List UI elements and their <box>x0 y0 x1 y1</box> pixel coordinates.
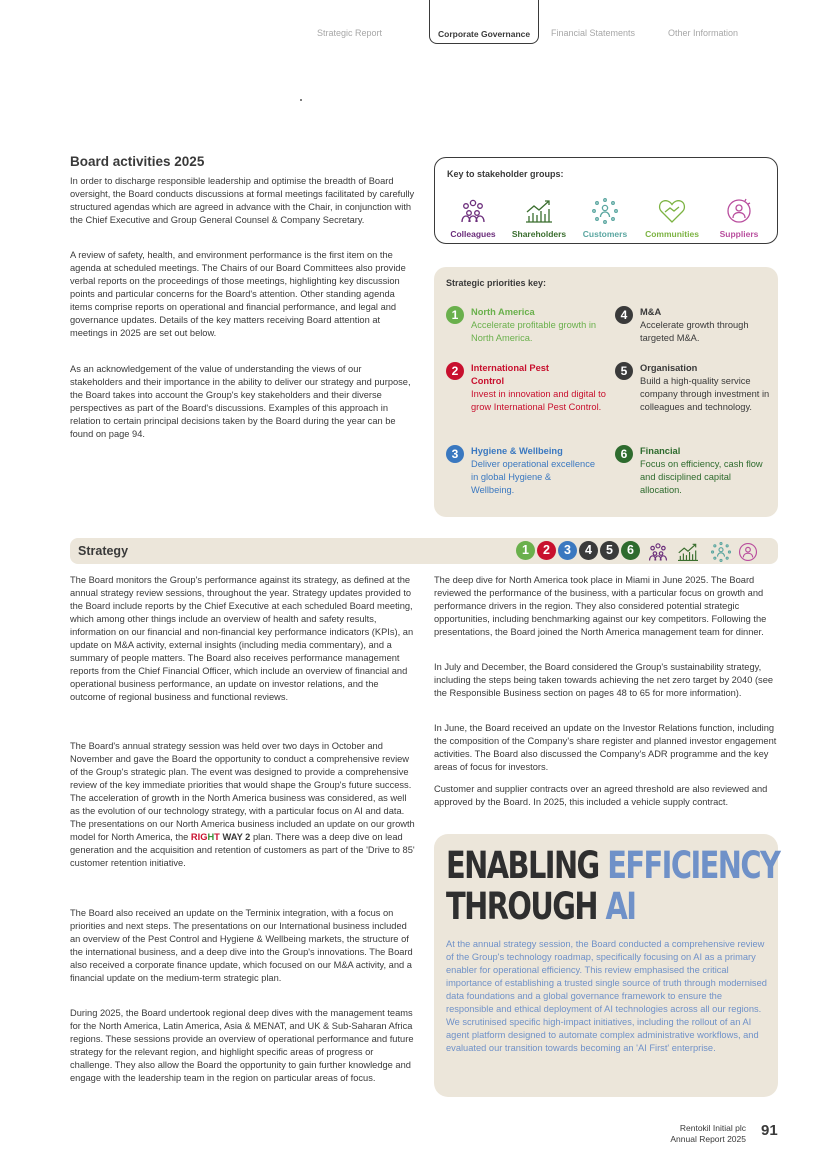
shareholders-icon <box>524 198 554 224</box>
stakeholder-customers <box>570 198 640 239</box>
priority-tag-4: 4 <box>579 541 598 560</box>
priority-tag-2: 2 <box>537 541 556 560</box>
priority-description: Accelerate growth through targeted M&A. <box>640 320 749 343</box>
communities-icon <box>658 198 686 224</box>
strategy-section-header <box>70 538 778 564</box>
board-para-1: In order to discharge responsible leadership and optimise the breadth of Board oversight, the Board conducts discussions at formal meetings facilitated by carefully structured agendas which are agreed in advance with the Chair, in conjunction with the Chief Executive and Group General Counsel & Company Secretary. <box>70 176 415 225</box>
board-para-2: A review of safety, health, and environment performance is the first item on the agenda at scheduled meetings. The Chairs of our Board Committees also provide verbal reports on the proceedings of those meetings, highlighting key discussion points and particular concerns for the Board's attention. Other standing agenda items comprise reports on operational and financial performance, and legal and governance updates. Details of the key matters receiving Board attention at meetings in 2025 are set out below. <box>70 250 406 338</box>
priority-heading: Hygiene & Wellbeing <box>471 446 563 456</box>
ai-callout-body: At the annual strategy session, the Board conducted a comprehensive review of the Group's technology roadmap, specifically focusing on AI as a primary enabler for operational efficiency. This review emphasised the critical importance of establishing a trusted single source of truth through modernised data foundations and a global governance framework to ensure the responsible and ethical deployment of AI technologies across all our regions. We scrutinised specific high-impact initiatives, including the rollout of an AI agent platform designed to automate complex administrative workflows, and evaluated our transition towards becoming an 'AI First' enterprise. <box>446 939 767 1053</box>
strategy-right-para-2: In July and December, the Board considered the Group's sustainability strategy, including the steps being taken towards achieving the net zero target by 2040 (see the Responsible Business section on pages 48 to 65 for more information). <box>434 662 774 698</box>
speck <box>300 99 302 101</box>
priority-heading: International Pest Control <box>471 363 550 386</box>
brand-r: RIG <box>190 832 208 842</box>
stakeholder-shareholders <box>504 198 574 239</box>
strategy-left-para-2-end: plan. There was a deep dive on lead generation and the acquisition and retention of customers as part of the 'Drive to 85' customer retention initiative. <box>70 832 415 868</box>
customers-icon <box>592 198 618 224</box>
strategy-left-para-2-text: The Board's annual strategy session was held over two days in October and November and gave the Board the opportunity to conduct a comprehensive review of the Group's strategic plan. The event was designed to provide a comprehensive review of the key immediate priorities that would shape the Group's future success. The acceleration of growth in the North America business was considered, as well as the evolution of our technology strategy, with a particular focus on AI and data. The presentations on our North America business included an update on our growth model for North America, the <box>70 741 415 842</box>
ai-headline-blue: AI <box>605 885 636 928</box>
strategy-left-para-2 <box>70 740 415 870</box>
ai-callout <box>434 834 778 1097</box>
stakeholder-label: Colleagues <box>450 229 496 239</box>
priority-tag-5: 5 <box>600 541 619 560</box>
customers-icon <box>711 542 731 562</box>
priority-description: Deliver operational excellence in global Hygiene & Wellbeing. <box>471 459 596 495</box>
ai-headline-line-1 <box>446 844 780 887</box>
priority-number-badge: 2 <box>446 362 464 380</box>
colleagues-icon <box>648 542 668 562</box>
priority-description: Focus on efficiency, cash flow and disciplined capital allocation. <box>640 459 763 495</box>
stakeholder-label: Communities <box>645 229 699 239</box>
priority-heading: M&A <box>640 307 662 317</box>
priority-description: Invest in innovation and digital to grow International Pest Control. <box>471 389 606 412</box>
priority-tag-3: 3 <box>558 541 577 560</box>
priority-description: Build a high-quality service company through investment in colleagues and technology. <box>640 376 770 412</box>
priority-tag-1: 1 <box>516 541 535 560</box>
brand-h: H <box>207 832 215 842</box>
priority-number-badge: 4 <box>615 306 633 324</box>
strategy-right-para-4: Customer and supplier contracts over an agreed threshold are also reviewed and approved by the Board. In 2025, this included a vehicle supply contract. <box>434 784 768 807</box>
board-activities-heading: Board activities 2025 <box>70 154 205 169</box>
strategy-left-para-3: The Board also received an update on the Terminix integration, with a focus on priorities and next steps. The presentations on our International business included an overview of the Pest Control and Hygiene & Wellbeing markets, the structure of the international business, and a deep dive into the Group's innovations. The Board also received a corporate finance update, which focused on our M&A activity, and a financial update on the medium-term strategic plan. <box>70 908 413 983</box>
ai-headline-dark: ENABLING <box>446 844 599 887</box>
strategy-right-para-3: In June, the Board received an update on the Investor Relations function, including the composition of the Company's share register and planned investor engagement activities. The Board also discussed the Company's ADR programme and the key areas of focus for investors. <box>434 723 777 772</box>
right-way-2-brand <box>191 832 250 842</box>
stakeholder-key <box>434 157 778 244</box>
tab-other-information[interactable]: Other Information <box>668 28 739 38</box>
priority-tag-6: 6 <box>621 541 640 560</box>
strategy-left-para-4: During 2025, the Board undertook regional deep dives with the management teams for the North America, Latin America, Asia & MENAT, and UK & Sub-Saharan Africa regions. These sessions provide an overview of operational performance and future strategy for the relevant region, and highlight specific areas of progress or challenge. They also allow the Board the opportunity to gain further knowledge and engage with the leadership team in the region on particular areas of focus. <box>70 1008 414 1083</box>
stakeholder-key-title: Key to stakeholder groups: <box>447 169 564 179</box>
stakeholder-suppliers <box>704 198 774 239</box>
priority-number-badge: 3 <box>446 445 464 463</box>
stakeholder-label: Shareholders <box>511 229 567 239</box>
strategy-heading: Strategy <box>78 544 129 558</box>
priority-heading: Financial <box>640 446 681 456</box>
strategy-right-para-1: The deep dive for North America took place in Miami in June 2025. The Board reviewed the performance of the business, with a particular focus on growth and performance drivers in the region. They also considered potential strategic opportunities, including benchmarking against our key competitors. Following the presentations, the Board joined the North America management team for dinner. <box>434 575 767 637</box>
brand-t: T <box>214 832 220 842</box>
shareholders-icon <box>676 542 700 562</box>
priority-heading: North America <box>471 307 535 317</box>
ai-headline-line-2 <box>446 885 636 928</box>
footer-report: Annual Report 2025 <box>670 1134 746 1144</box>
colleagues-icon <box>460 198 486 224</box>
page-number: 91 <box>761 1122 778 1139</box>
stakeholder-colleagues <box>438 198 508 239</box>
suppliers-icon <box>726 198 752 224</box>
strategic-priorities-key <box>434 267 778 517</box>
ai-headline-dark: THROUGH <box>446 885 597 928</box>
tab-strategic-report[interactable]: Strategic Report <box>317 28 383 38</box>
ai-headline-blue: EFFICIENCY <box>607 844 780 887</box>
stakeholder-label: Customers <box>582 229 628 239</box>
stakeholder-communities <box>637 198 707 239</box>
section-nav <box>0 0 825 48</box>
tab-corporate-governance[interactable]: Corporate Governance <box>429 0 539 44</box>
footer-company: Rentokil Initial plc <box>679 1123 746 1133</box>
board-para-3: As an acknowledgement of the value of understanding the views of our stakeholders and their importance in the ability to deliver our strategy and purpose, the Board takes into account the Group's key stakeholders and their diverse perspectives as part of the Board's discussions. Examples of this approach in relation to certain principal decisions taken by the Board during the year can be found on page 94. <box>70 364 411 439</box>
priority-number-badge: 6 <box>615 445 633 463</box>
priority-number-badge: 5 <box>615 362 633 380</box>
footer-report-name <box>670 1123 746 1145</box>
tab-financial-statements[interactable]: Financial Statements <box>551 28 636 38</box>
priorities-title: Strategic priorities key: <box>446 278 547 288</box>
strategy-left-para-1: The Board monitors the Group's performance against its strategy, as defined at the annual strategy review sessions, throughout the year. Strategy updates provided to the Board include reports by the Chief Executive at each scheduled Board meeting, which among other things include an overview of health and safety results, information on our financial and non-financial key performance indicators (KPIs), an update on M&A activity, external insights (including media commentary), and a summary of people matters. The Board also receives performance management reports from the Chief Financial Officer, which include an overview of financial and operational business performance, an update on investor relations, and the outcome of regional business and functional reviews. <box>70 575 414 702</box>
priority-heading: Organisation <box>640 363 698 373</box>
priority-number-badge: 1 <box>446 306 464 324</box>
priority-description: Accelerate profitable growth in North America. <box>471 320 597 343</box>
brand-rest: WAY 2 <box>219 832 251 842</box>
stakeholder-label: Suppliers <box>719 229 759 239</box>
suppliers-icon <box>738 542 758 562</box>
